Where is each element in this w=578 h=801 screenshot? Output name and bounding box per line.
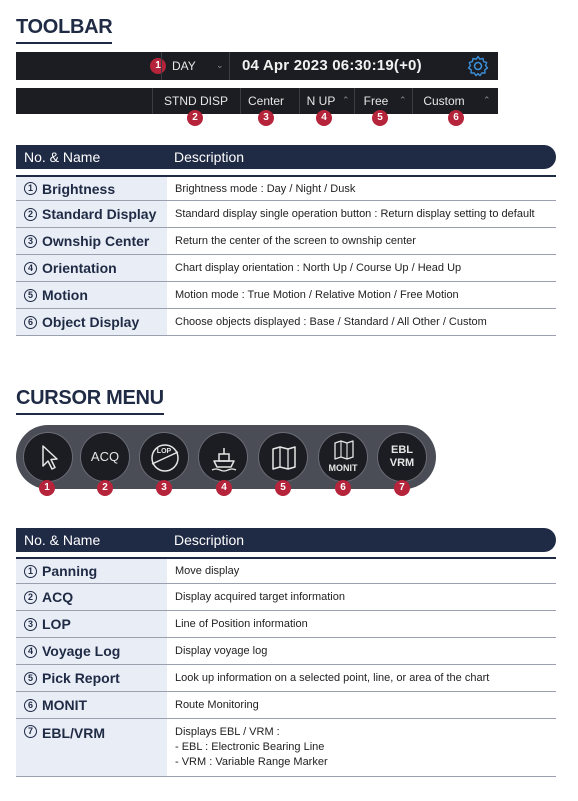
acq-label: ACQ <box>90 449 120 464</box>
map-icon <box>319 433 369 483</box>
stnd-disp-button[interactable]: STND DISP <box>163 94 228 108</box>
badge-1: 1 <box>150 58 166 74</box>
ebl-vrm-button[interactable] <box>377 432 427 482</box>
table-row <box>16 255 556 282</box>
chevron-up-icon: ⌃ <box>342 95 350 105</box>
cursor-table <box>16 557 556 777</box>
row-description: Return the center of the screen to ownship center <box>175 235 416 247</box>
row-name: Pick Report <box>42 670 120 686</box>
row-description: Motion mode : True Motion / Relative Motion / Free Motion <box>175 289 459 301</box>
number-circle: 1 <box>24 565 37 578</box>
lop-icon <box>140 433 190 483</box>
badge-2: 2 <box>187 110 203 126</box>
table-row <box>16 692 556 719</box>
monit-label: MONIT <box>328 463 358 473</box>
toolbar-title-text: TOOLBAR <box>16 16 113 38</box>
row-name-cell <box>16 719 167 776</box>
table-row <box>16 309 556 336</box>
number-circle: 5 <box>24 672 37 685</box>
row-name-cell <box>16 309 167 335</box>
toolbar-section-title <box>16 16 112 39</box>
object-display-value: Custom <box>423 94 465 108</box>
row-description: Route Monitoring <box>175 699 259 711</box>
table-row <box>16 201 556 228</box>
brightness-dropdown[interactable] <box>162 52 228 80</box>
row-name-cell <box>16 692 167 718</box>
acq-button[interactable] <box>80 432 130 482</box>
table-row <box>16 719 556 777</box>
row-name: MONIT <box>42 697 88 713</box>
number-circle: 4 <box>24 645 37 658</box>
row-name: Motion <box>42 287 88 303</box>
vrm-label: VRM <box>389 457 415 469</box>
header-description: Description <box>174 149 245 165</box>
number-circle: 6 <box>24 316 37 329</box>
toolbar-separator <box>229 52 230 80</box>
orientation-value: N UP <box>306 94 336 108</box>
row-name: Object Display <box>42 314 140 330</box>
header-no-name: No. & Name <box>24 149 101 165</box>
pick-report-button[interactable] <box>258 432 308 482</box>
row-name-cell <box>16 611 167 637</box>
cursor-table-header <box>16 528 556 552</box>
datetime-display: 04 Apr 2023 06:30:19(+0) <box>242 57 422 74</box>
monit-button[interactable] <box>318 432 368 482</box>
table-row <box>16 665 556 692</box>
number-circle: 1 <box>24 182 37 195</box>
row-name-cell <box>16 282 167 308</box>
header-description: Description <box>174 532 245 548</box>
lop-button[interactable] <box>139 432 189 482</box>
table-row <box>16 584 556 611</box>
cursor-menu-section-title <box>16 387 164 410</box>
toolbar-top-bar <box>16 52 498 80</box>
row-name-cell <box>16 228 167 254</box>
row-description: Standard display single operation button : Return display setting to default <box>175 208 535 220</box>
badge-5: 5 <box>372 110 388 126</box>
row-name: Ownship Center <box>42 233 150 249</box>
badge-2: 2 <box>97 480 113 496</box>
row-name-cell <box>16 665 167 691</box>
row-name-cell <box>16 255 167 281</box>
badge-4: 4 <box>316 110 332 126</box>
row-name-cell <box>16 638 167 664</box>
row-name-cell <box>16 584 167 610</box>
row-description: Look up information on a selected point, line, or area of the chart <box>175 672 490 684</box>
toolbar-bottom-bar <box>16 88 498 114</box>
table-row <box>16 638 556 665</box>
toolbar-table <box>16 175 556 336</box>
description-line: - VRM : Variable Range Marker <box>175 756 328 768</box>
row-name: Standard Display <box>42 206 157 222</box>
number-circle: 3 <box>24 618 37 631</box>
lop-label: LOP <box>156 448 172 455</box>
row-name-cell <box>16 559 167 583</box>
badge-1: 1 <box>39 480 55 496</box>
center-button[interactable]: Center <box>247 94 285 108</box>
badge-6: 6 <box>335 480 351 496</box>
table-row <box>16 557 556 584</box>
row-description <box>167 719 556 776</box>
map-icon <box>259 433 309 483</box>
gear-icon[interactable] <box>466 54 490 78</box>
number-circle: 4 <box>24 262 37 275</box>
number-circle: 5 <box>24 289 37 302</box>
number-circle: 3 <box>24 235 37 248</box>
row-name-cell <box>16 201 167 227</box>
motion-value: Free <box>363 94 389 108</box>
badge-5: 5 <box>275 480 291 496</box>
ship-icon <box>199 433 249 483</box>
toolbar-table-header <box>16 145 556 169</box>
number-circle: 2 <box>24 208 37 221</box>
chevron-down-icon: ⌄ <box>216 60 224 70</box>
cursor-menu-title-text: CURSOR MENU <box>16 387 164 409</box>
badge-3: 3 <box>156 480 172 496</box>
row-name: ACQ <box>42 589 74 605</box>
brightness-value: DAY <box>172 59 196 73</box>
badge-6: 6 <box>448 110 464 126</box>
row-name: EBL/VRM <box>42 725 105 741</box>
row-description: Brightness mode : Day / Night / Dusk <box>175 182 356 195</box>
table-row <box>16 175 556 201</box>
row-description: Choose objects displayed : Base / Standard / All Other / Custom <box>175 316 487 328</box>
table-row <box>16 611 556 638</box>
badge-3: 3 <box>258 110 274 126</box>
description-line: - EBL : Electronic Bearing Line <box>175 741 325 753</box>
table-row <box>16 228 556 255</box>
row-description: Chart display orientation : North Up / Course Up / Head Up <box>175 262 462 274</box>
chevron-up-icon: ⌃ <box>399 95 407 105</box>
badge-4: 4 <box>216 480 232 496</box>
row-name: Voyage Log <box>42 643 121 659</box>
cursor-arrow-icon <box>24 433 74 483</box>
number-circle: 6 <box>24 699 37 712</box>
row-description: Display voyage log <box>175 645 268 657</box>
number-circle: 2 <box>24 591 37 604</box>
row-description: Display acquired target information <box>175 591 345 603</box>
badge-7: 7 <box>394 480 410 496</box>
row-description: Move display <box>175 565 240 577</box>
number-circle: 7 <box>24 725 37 738</box>
chevron-up-icon: ⌃ <box>483 95 491 105</box>
table-row <box>16 282 556 309</box>
title-underline <box>16 42 112 44</box>
description-line: Displays EBL / VRM : <box>175 726 280 738</box>
row-name: Brightness <box>42 180 116 197</box>
voyage-log-button[interactable] <box>198 432 248 482</box>
row-name: Panning <box>42 563 98 579</box>
row-name: Orientation <box>42 260 117 276</box>
title-underline <box>16 413 164 415</box>
row-name: LOP <box>42 616 71 632</box>
ebl-label: EBL <box>391 444 413 456</box>
header-no-name: No. & Name <box>24 532 101 548</box>
panning-button[interactable] <box>23 432 73 482</box>
row-name-cell <box>16 177 167 200</box>
row-description: Line of Position information <box>175 618 308 630</box>
